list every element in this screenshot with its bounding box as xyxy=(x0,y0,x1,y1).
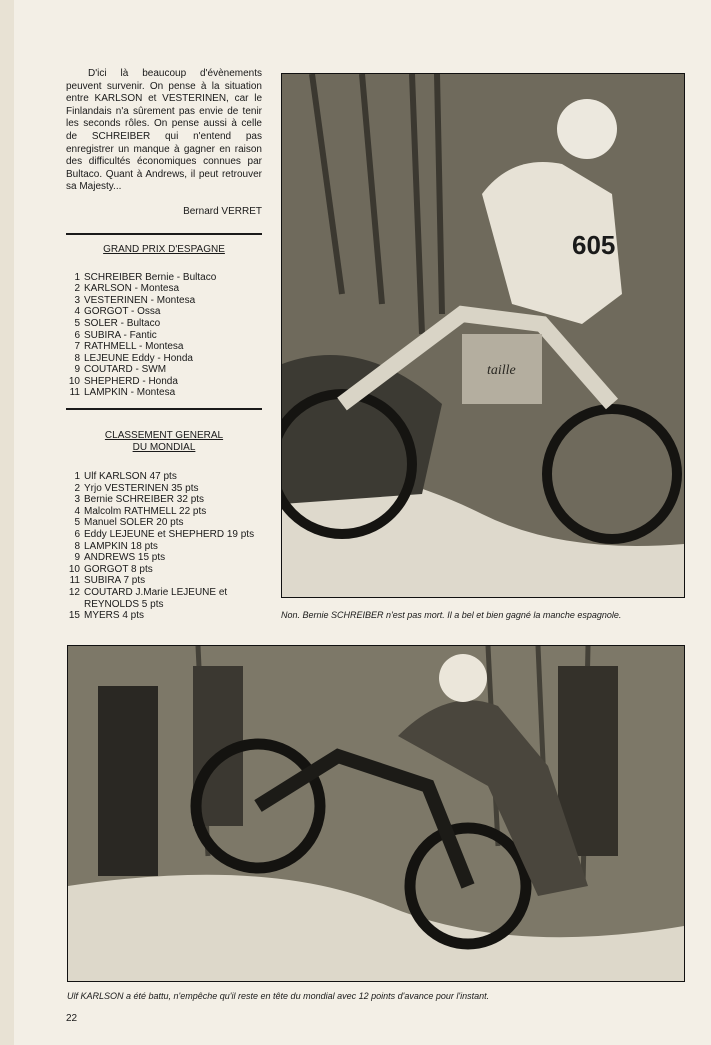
result-row xyxy=(66,353,262,365)
result-row xyxy=(66,506,262,518)
result-position: 3 xyxy=(74,294,80,306)
result-text: LAMPKIN 18 pts xyxy=(84,540,158,552)
result-row xyxy=(66,494,262,506)
photo-schreiber-bultaco xyxy=(281,73,685,598)
result-text: Yrjo VESTERINEN 35 pts xyxy=(84,482,199,494)
photo-bottom-caption: Ulf KARLSON a été battu, n'empêche qu'il reste en tête du mondial avec 12 points d'avance pour l'instant. xyxy=(67,991,490,1001)
result-position: 11 xyxy=(69,387,80,399)
grand-prix-results-list xyxy=(66,272,262,400)
page-edge-shadow xyxy=(0,0,14,1045)
result-text: LEJEUNE Eddy - Honda xyxy=(84,352,193,364)
result-text: GORGOT 8 pts xyxy=(84,563,153,575)
result-text: Eddy LEJEUNE et SHEPHERD 19 pts xyxy=(84,529,255,541)
result-text: COUTARD J.Marie LEJEUNE et REYNOLDS 5 pts xyxy=(84,587,228,610)
section-rule xyxy=(66,233,262,235)
result-row xyxy=(66,283,262,295)
left-text-column xyxy=(66,68,262,622)
result-position: 4 xyxy=(74,306,80,318)
result-text: SHEPHERD - Honda xyxy=(84,375,178,387)
result-position: 6 xyxy=(74,329,80,341)
result-row xyxy=(66,529,262,541)
result-text: Malcolm RATHMELL 22 pts xyxy=(84,505,207,517)
result-position: 12 xyxy=(68,587,80,598)
result-text: SOLER - Bultaco xyxy=(84,317,161,329)
result-position: 10 xyxy=(68,563,80,575)
result-text: Bernie SCHREIBER 32 pts xyxy=(84,494,205,506)
result-position: 2 xyxy=(74,283,80,295)
result-position: 4 xyxy=(74,505,80,517)
result-position: 5 xyxy=(74,517,80,529)
section-rule xyxy=(66,408,262,410)
result-row xyxy=(66,376,262,388)
result-row xyxy=(66,483,262,495)
result-text: GORGOT - Ossa xyxy=(84,306,161,318)
result-row xyxy=(66,341,262,353)
result-position: 15 xyxy=(68,610,80,622)
tank-logo: taille xyxy=(487,363,516,378)
result-text: Manuel SOLER 20 pts xyxy=(84,517,184,529)
bib-number: 605 xyxy=(572,230,616,260)
result-row xyxy=(66,575,262,587)
result-position: 9 xyxy=(74,552,80,564)
result-position: 1 xyxy=(74,471,80,483)
result-row xyxy=(66,517,262,529)
result-row xyxy=(66,471,262,483)
result-position: 5 xyxy=(74,317,80,329)
result-row xyxy=(66,318,262,330)
classement-results-list xyxy=(66,471,262,622)
result-row xyxy=(66,306,262,318)
classement-title: CLASSEMENT GENERAL DU MONDIAL xyxy=(104,430,224,454)
result-position: 9 xyxy=(74,364,80,376)
result-position: 6 xyxy=(74,529,80,541)
result-text: COUTARD - SWM xyxy=(84,364,167,376)
result-row xyxy=(66,364,262,376)
photo-top-caption: Non. Bernie SCHREIBER n'est pas mort. Il a bel et bien gagné la manche espagnole. xyxy=(281,610,622,620)
result-text: ANDREWS 15 pts xyxy=(84,552,166,564)
page-number: 22 xyxy=(66,1013,78,1024)
result-row xyxy=(66,272,262,284)
result-text: VESTERINEN - Montesa xyxy=(84,294,196,306)
result-position: 2 xyxy=(74,482,80,494)
result-row xyxy=(66,387,262,399)
rider-illustration xyxy=(68,646,684,981)
result-row xyxy=(66,295,262,307)
intro-paragraph: D'ici là beaucoup d'évènements peuvent survenir. On pense à la situation entre KARLSON et VESTERINEN, car le Finlandais n'a sûrement pas envie de tenir les seconds rôles. On pense aussi à celle de SCHREIBER qui n'entend pas enregistrer un manque à gagner en raison des difficultés économiques connues par Bultaco. Quant à Andrews, il peut retrouver sa Majesty... xyxy=(66,68,262,193)
result-position: 3 xyxy=(74,494,80,506)
author-signature: Bernard VERRET xyxy=(183,205,262,217)
result-text: LAMPKIN - Montesa xyxy=(84,387,176,399)
result-position: 8 xyxy=(74,352,80,364)
result-row xyxy=(66,541,262,553)
result-row xyxy=(66,587,262,610)
result-position: 10 xyxy=(68,375,80,387)
rider-illustration xyxy=(282,74,684,597)
result-text: KARLSON - Montesa xyxy=(84,283,180,295)
result-text: Ulf KARLSON 47 pts xyxy=(84,471,177,483)
result-text: RATHMELL - Montesa xyxy=(84,341,184,353)
result-row xyxy=(66,610,262,622)
result-text: SUBIRA - Fantic xyxy=(84,329,157,341)
photo-karlson-montesa xyxy=(67,645,685,982)
result-position: 7 xyxy=(74,341,80,353)
result-row xyxy=(66,330,262,342)
result-row xyxy=(66,564,262,576)
result-text: SUBIRA 7 pts xyxy=(84,575,146,587)
result-position: 1 xyxy=(74,271,80,283)
grand-prix-title: GRAND PRIX D'ESPAGNE xyxy=(103,243,225,255)
result-text: MYERS 4 pts xyxy=(84,610,145,622)
result-text: SCHREIBER Bernie - Bultaco xyxy=(84,271,217,283)
result-row xyxy=(66,552,262,564)
result-position: 11 xyxy=(69,575,80,587)
result-position: 8 xyxy=(74,540,80,552)
